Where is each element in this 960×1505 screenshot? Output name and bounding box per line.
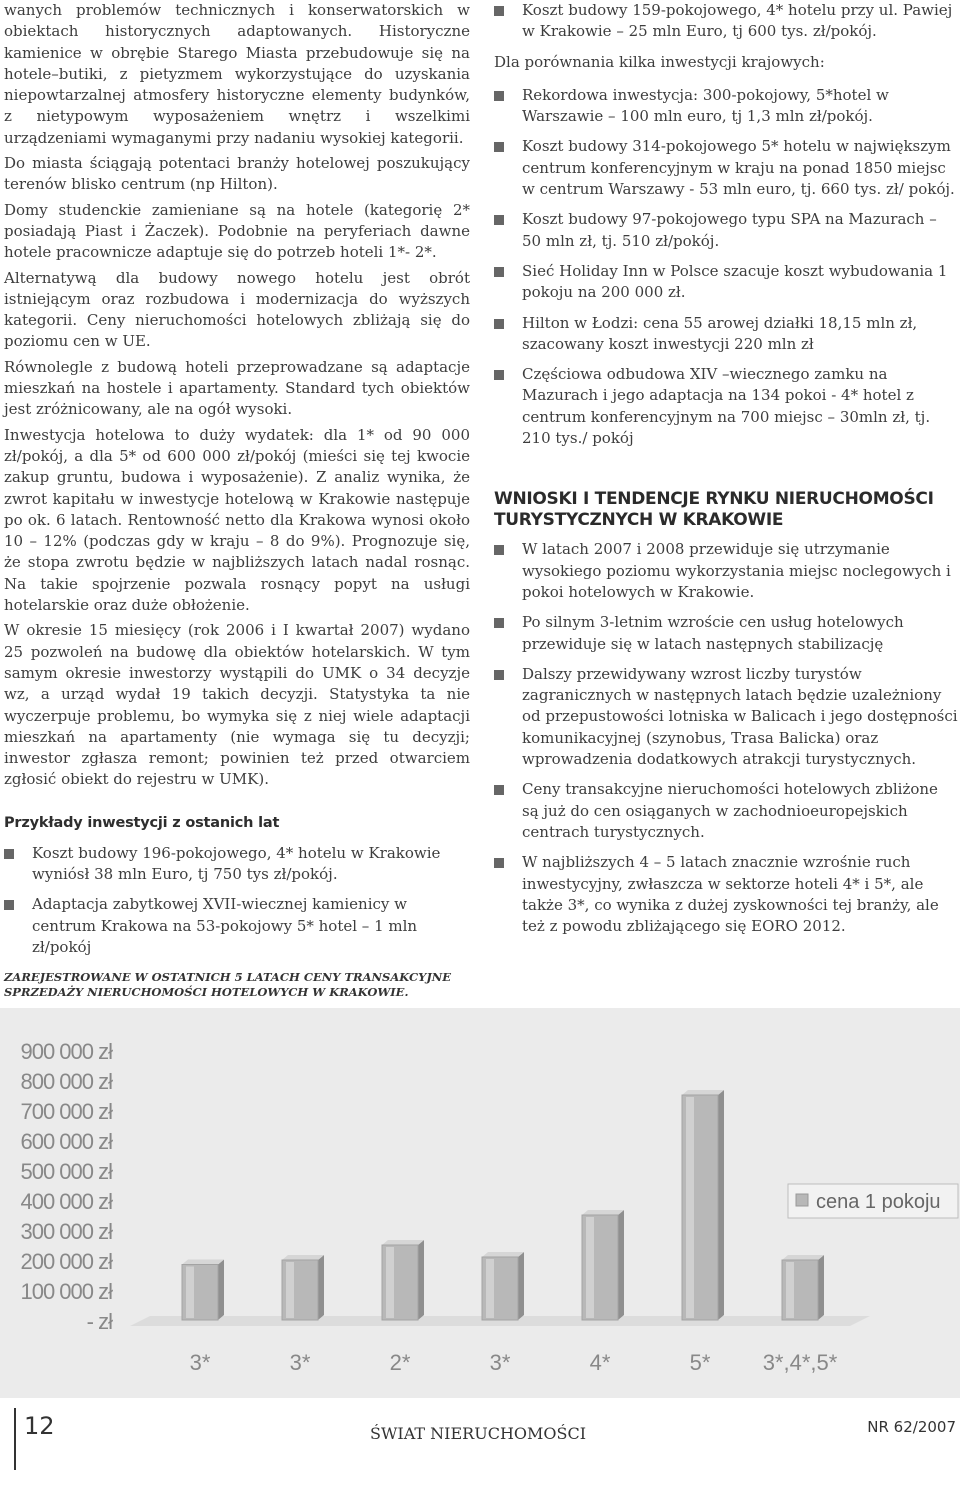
y-tick-label: 300 000 zł	[20, 1219, 112, 1244]
square-bullet-icon	[494, 858, 504, 868]
list-item	[494, 612, 958, 655]
list-item	[494, 261, 958, 304]
list-item-text: Koszt budowy 159-pokojowego, 4* hotelu przy ul. Pawiej w Krakowie – 25 mln Euro, tj 600 tys. zł/pokój.	[522, 1, 953, 41]
list-item	[494, 364, 958, 449]
list-item-text: Po silnym 3-letnim wzroście cen usług hotelowych przewiduje się w latach następnych stabilizację	[522, 613, 904, 653]
x-tick-label: 2*	[389, 1350, 411, 1375]
square-bullet-icon	[494, 545, 504, 555]
list-item-text: Koszt budowy 314-pokojowego 5* hotelu w największym centrum konferencyjnym w kraju na ponad 1850 miejsc w centrum Warszawy - 53 mln euro, tj. 660 tys. zł/ pokój.	[522, 137, 955, 199]
right-column	[494, 0, 958, 946]
bar-top	[782, 1255, 824, 1260]
y-tick-label: 200 000 zł	[20, 1249, 112, 1274]
chart-caption: ZAREJESTROWANE W OSTATNICH 5 LATACH CENY TRANSAKCYJNE SPRZEDAŻY NIERUCHOMOŚCI HOTELOWYCH W KRAKOWIE.	[4, 970, 452, 999]
square-bullet-icon	[494, 142, 504, 152]
y-tick-label: 400 000 zł	[20, 1189, 112, 1214]
list-item-text: Częściowa odbudowa XIV –wiecznego zamku na Mazurach i jego adaptacja na 134 pokoi - 4* hotel z centrum konferencyjnym na 700 miejsc – 30mln zł, tj. 210 tys./ pokój	[522, 365, 931, 448]
list-item-text: Koszt budowy 97-pokojowego typu SPA na Mazurach – 50 mln zł, tj. 510 zł/pokój.	[522, 210, 937, 250]
bar-top	[182, 1260, 224, 1265]
list-item-text: Ceny transakcyjne nieruchomości hotelowych zbliżone są już do cen osiąganych w zachodnioeuropejskich centrach turystycznych.	[522, 780, 938, 841]
paragraph: Do miasta ściągają potentaci branży hotelowej poszukujący terenów blisko centrum (np Hilton).	[4, 154, 470, 194]
section-heading: Przykłady inwestycji z ostanich lat	[4, 814, 280, 831]
list-item	[494, 664, 958, 770]
magazine-name: ŚWIAT NIERUCHOMOŚCI	[370, 1424, 587, 1443]
list-item	[494, 852, 958, 937]
list-item-text: W latach 2007 i 2008 przewiduje się utrzymanie wysokiego poziomu wykorzystania miejsc noclegowych i pokoi hotelowych w Krakowie.	[522, 540, 951, 601]
list-item-text: Adaptacja zabytkowej XVII-wiecznej kamienicy w centrum Krakowa na 53-pokojowy 5* hotel – 1 mln zł/pokój	[32, 895, 418, 956]
square-bullet-icon	[494, 91, 504, 101]
bar-top	[382, 1240, 424, 1245]
paragraph: Domy studenckie zamieniane są na hotele (kategorię 2* posiadają Piast i Żaczek). Podobnie na peryferiach dawne hotele pracownicze adaptuje się do potrzeb hoteli 1*- 2*.	[4, 200, 470, 262]
paragraph: Inwestycja hotelowa to duży wydatek: dla 1* od 90 000 zł/pokój, a dla 5* od 600 000 zł/pokój (mieści się tej kwocie zakup gruntu, budowa i wyposażenie). Z analiz wynika, że zwrot kapitału w inwestycje hotelową w Krakowie następuje po ok. 6 latach. Rentowność netto dla Krakowa wynosi około 10 – 12% (podczas gdy w kraju – 8 do 9%). Prognozuje się, że stopa zwrotu będzie w najbliższych latach nadal rosnąc. Na takie spojrzenie pozwala rosnący popyt na usługi hotelarskie oraz duże obłożenie.	[4, 425, 470, 615]
list-item	[494, 0, 958, 43]
square-bullet-icon	[494, 670, 504, 680]
left-column	[4, 0, 470, 967]
list-item	[494, 136, 958, 200]
page-number: 12	[24, 1412, 55, 1440]
y-tick-label: 100 000 zł	[20, 1279, 112, 1304]
bar-side	[818, 1255, 824, 1320]
list-item	[494, 539, 958, 603]
chart-svg	[0, 1008, 960, 1398]
x-tick-label: 3*	[189, 1350, 211, 1375]
bar-top	[582, 1210, 624, 1215]
square-bullet-icon	[494, 618, 504, 628]
y-tick-label: 600 000 zł	[20, 1129, 112, 1154]
bar-chart	[0, 1008, 960, 1398]
footer-divider	[14, 1408, 16, 1470]
bar-side	[418, 1240, 424, 1320]
y-tick-label: 900 000 zł	[20, 1039, 112, 1064]
x-tick-label: 3*	[289, 1350, 311, 1375]
list-item	[4, 894, 470, 958]
square-bullet-icon	[494, 6, 504, 16]
list-item-text: Hilton w Łodzi: cena 55 arowej działki 18,15 mln zł, szacowany koszt inwestycji 220 mln zł	[522, 313, 918, 353]
square-bullet-icon	[4, 849, 14, 859]
bullet-list	[494, 85, 958, 449]
bar-side	[518, 1252, 524, 1320]
paragraph: Alternatywą dla budowy nowego hotelu jest obrót istniejącym oraz rozbudowa i modernizacja do wyższych kategorii. Ceny nieruchomości hotelowych zbliżają się do poziomu cen w UE.	[4, 268, 470, 351]
square-bullet-icon	[494, 785, 504, 795]
bullet-list	[494, 539, 958, 937]
paragraph: W okresie 15 miesięcy (rok 2006 i I kwartał 2007) wydano 25 pozwoleń na budowę dla obiektów hotelarskich. W tym samym okresie inwestorzy wystąpili do UMK o 34 decyzje wz, a urząd wydał 19 takich decyzji. Statystyka ta nie wyczerpuje problemu, bo wymyka się z niej wiele adaptacji mieszkań na apartamenty (nie wymaga się tu decyzji; inwestor zgłasza remont; powinien też przed otwarciem zgłosić obiekt do rejestru w UMK).	[4, 621, 470, 789]
list-item	[494, 779, 958, 843]
bar-highlight	[786, 1262, 794, 1318]
bar-side	[218, 1260, 224, 1321]
bar-highlight	[386, 1247, 394, 1318]
y-tick-label: 500 000 zł	[20, 1159, 112, 1184]
list-item-text: Koszt budowy 196-pokojowego, 4* hotelu w Krakowie wyniósł 38 mln Euro, tj 750 tys zł/pokój.	[32, 843, 441, 883]
list-item	[494, 209, 958, 252]
y-tick-label: 800 000 zł	[20, 1069, 112, 1094]
legend-swatch-icon	[796, 1194, 808, 1206]
y-tick-label: - zł	[86, 1309, 112, 1334]
list-item	[494, 85, 958, 128]
list-item-text: Dalszy przewidywany wzrost liczby turystów zagranicznych w następnych latach będzie uzależniony od przepustowości lotniska w Balicach i jego dostępności komunikacyjnej (szynobus, Trasa Balicka) oraz wprowadzenia dodatkowych atrakcji turystycznych.	[522, 664, 958, 769]
x-tick-label: 4*	[589, 1350, 611, 1375]
x-tick-label: 5*	[689, 1350, 711, 1375]
bar-highlight	[286, 1262, 294, 1318]
legend-label: cena 1 pokoju	[816, 1191, 941, 1213]
bar-highlight	[486, 1259, 494, 1318]
square-bullet-icon	[494, 267, 504, 277]
bar-highlight	[586, 1217, 594, 1318]
x-tick-label: 3*	[489, 1350, 511, 1375]
bar-highlight	[186, 1267, 194, 1319]
section-heading: WNIOSKI I TENDENCJE RYNKU NIERUCHOMOŚCI TURYSTYCZNYCH W KRAKOWIE	[494, 489, 934, 531]
square-bullet-icon	[494, 370, 504, 380]
bar-side	[618, 1210, 624, 1320]
list-item-text: W najbliższych 4 – 5 latach znacznie wzrośnie ruch inwestycyjny, zwłaszcza w sektorze hoteli 4* i 5*, ale także 3*, co wynika z dużej zyskowności tej branży, ale też z powodu zbliżającego się EORO 2012.	[522, 853, 939, 936]
square-bullet-icon	[494, 215, 504, 225]
bar-top	[282, 1255, 324, 1260]
y-tick-label: 700 000 zł	[20, 1099, 112, 1124]
list-item	[4, 843, 470, 886]
bar-top	[482, 1252, 524, 1257]
list-item-text: Rekordowa inwestycja: 300-pokojowy, 5*hotel w Warszawie – 100 mln euro, tj 1,3 mln zł/pokój.	[522, 85, 889, 126]
paragraph: wanych problemów technicznych i konserwatorskich w obiektach historycznych adaptowanych. Historyczne kamienice w obrębie Starego Miasta przebudowuje się na hotele–butiki, z pietyzmem wykorzystujące do uzyskania niepowtarzalnej atmosfery historyczne elementy budynków, z nietypowym wyposażeniem wnętrz i wszelkimi urządzeniami wymaganymi przy nadaniu wysokiej kategorii.	[4, 1, 470, 147]
bar-side	[318, 1255, 324, 1320]
issue-number: NR 62/2007	[867, 1418, 956, 1436]
bar-highlight	[686, 1097, 694, 1318]
square-bullet-icon	[4, 900, 14, 910]
bar-side	[718, 1090, 724, 1320]
list-item	[494, 313, 958, 356]
square-bullet-icon	[494, 319, 504, 329]
bullet-list	[4, 843, 470, 958]
intro-text: Dla porównania kilka inwestycji krajowych:	[494, 52, 825, 71]
x-tick-label: 3*,4*,5*	[762, 1350, 838, 1375]
bullet-list	[494, 0, 958, 43]
bar-top	[682, 1090, 724, 1095]
paragraph: Równolegle z budową hoteli przeprowadzane są adaptacje mieszkań na hostele i apartamenty. Standard tych obiektów jest zróżnicowany, ale na ogół wysoki.	[4, 357, 470, 419]
list-item-text: Sieć Holiday Inn w Polsce szacuje koszt wybudowania 1 pokoju na 200 000 zł.	[522, 261, 948, 302]
